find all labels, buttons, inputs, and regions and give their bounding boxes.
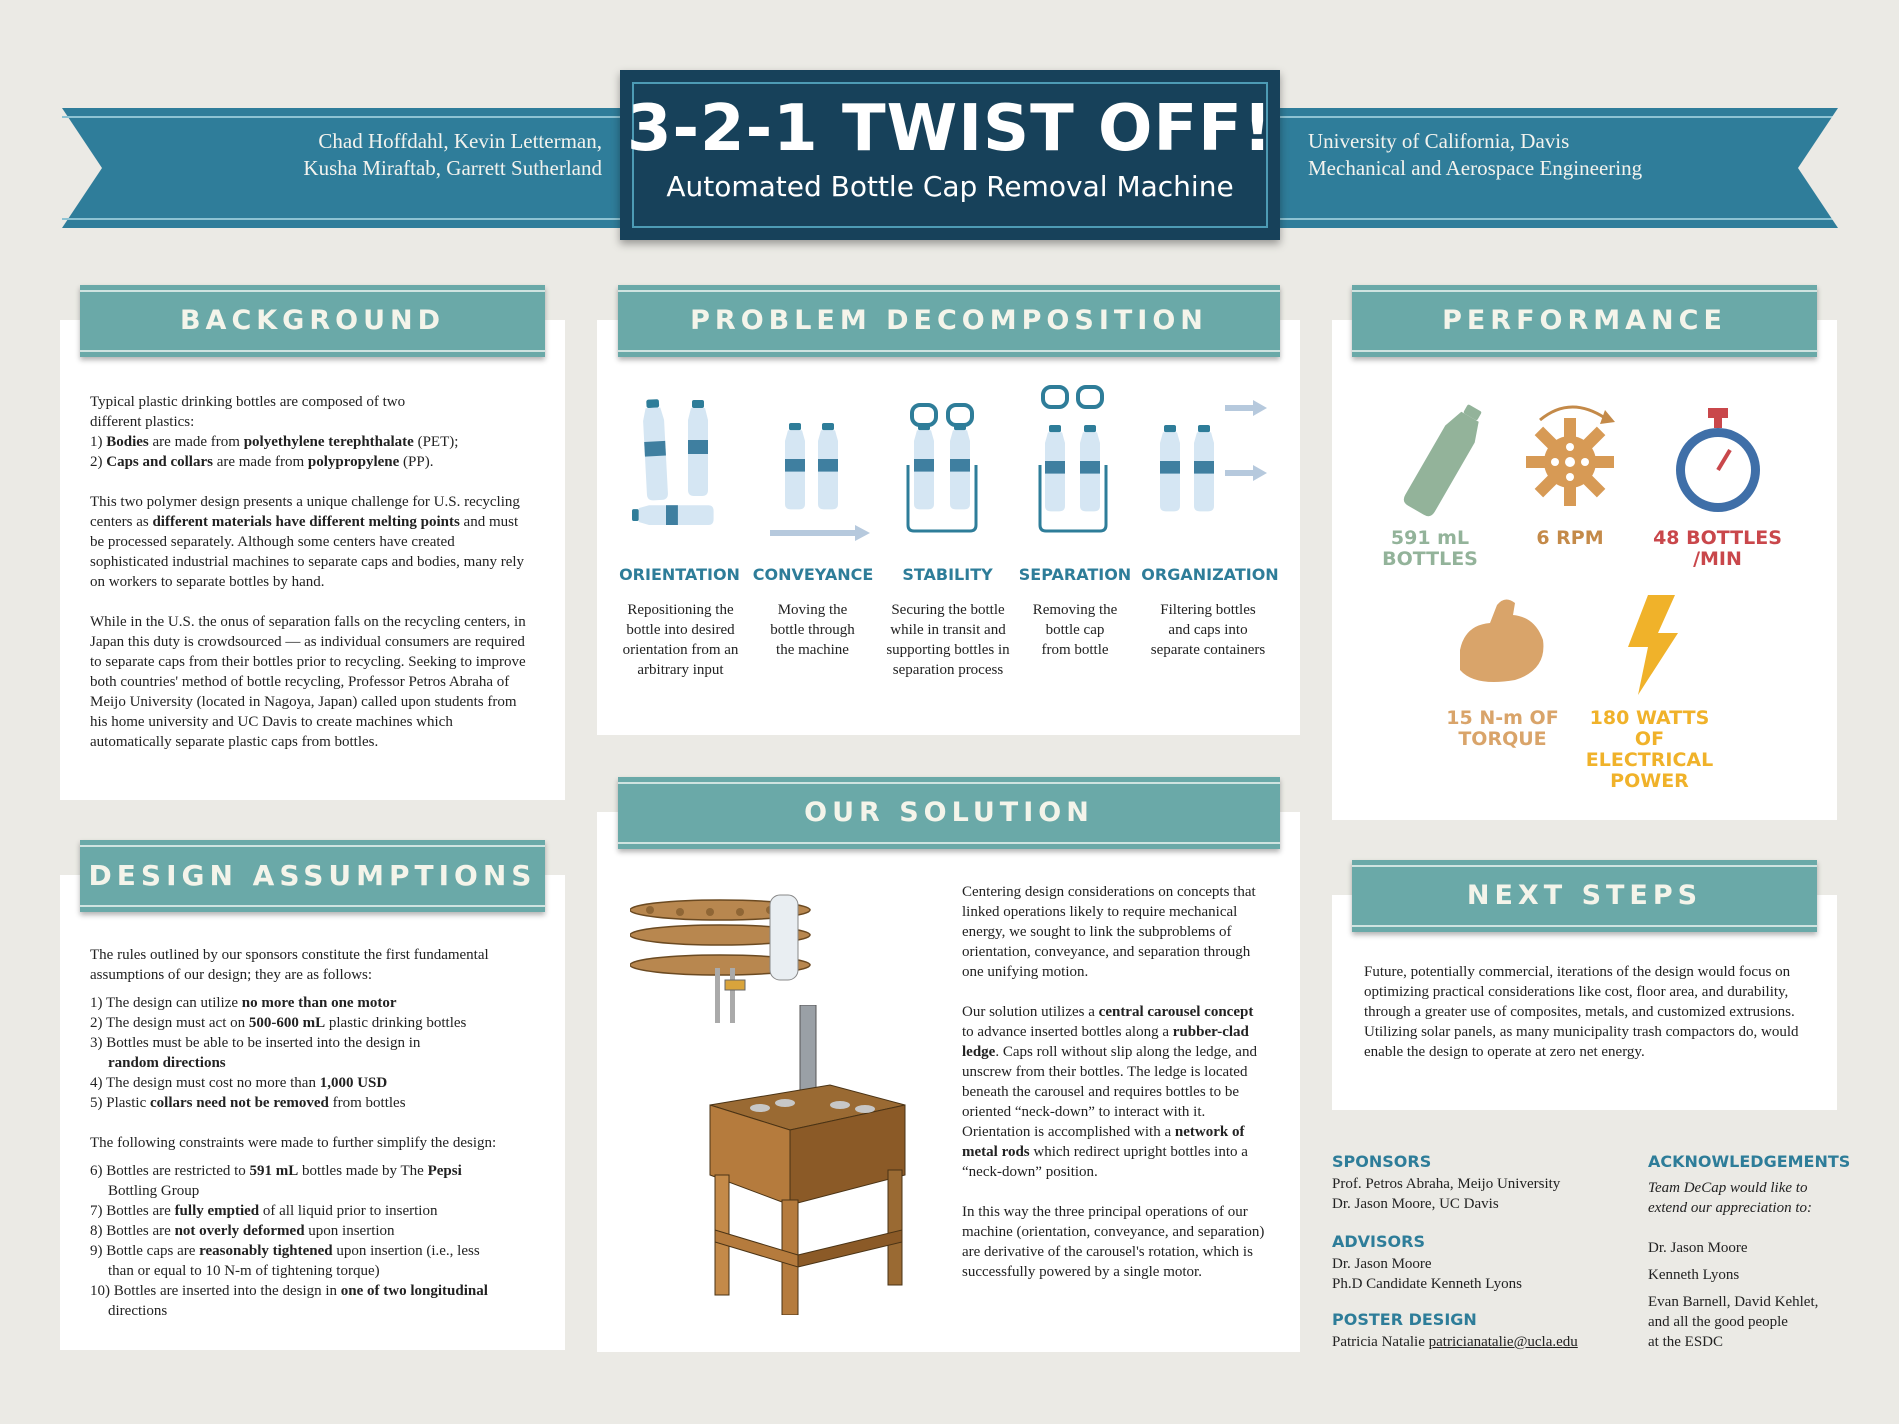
constraint-6: 6) Bottles are restricted to 591 mL bottles made by The Pepsi Bottling Group xyxy=(90,1163,462,1199)
bottle-icon xyxy=(1400,400,1490,520)
background-text: Typical plastic drinking bottles are composed of two different plastics: 1) Bodies are made from polyethylene terephthalate (PET); 2) Caps and collars are made from polypropylene (PP). This two polymer design presents a unique challenge for U.S. recycling centers as different materials have different melting points and must be processed separately. Although some centers have created sophisticated industrial machines to separate caps and bodies, many rely on workers to separate bottles by hand. While in the U.S. the onus of separation falls on the recycling centers, in Japan this duty is crowdsourced — as individual consumers are required to separate caps from their bottles prior to recycling. Seeking to improve both countries' method of bottle recycling, Professor Petros Abraha of Meijo University (located in Nagoya, Japan) called upon students from his home university and UC Davis to create machines which automatically separate plastic caps from bottles. xyxy=(90,394,526,750)
acknowledgements-heading: ACKNOWLEDGEMENTS xyxy=(1648,1152,1851,1171)
separation-icon xyxy=(1040,387,1106,531)
organization-icon xyxy=(1160,400,1267,511)
rule-3: 3) Bottles must be able to be inserted into the design in random directions xyxy=(90,1035,421,1071)
background-heading: BACKGROUND xyxy=(80,285,545,357)
university xyxy=(1308,128,1642,182)
orientation-desc: Repositioning the bottle into desired orientation from an arbitrary input xyxy=(622,602,739,678)
department-name: Mechanical and Aerospace Engineering xyxy=(1308,156,1643,180)
university-name: University of California, Davis xyxy=(1308,129,1570,153)
power-metric: 180 WATTS OF ELECTRICAL POWER xyxy=(1585,707,1714,792)
orientation-icon xyxy=(632,399,714,525)
acknowledgements-list: Dr. Jason Moore Kenneth Lyons Evan Barnell, David Kehlet, and all the good people at the ESDC xyxy=(1648,1240,1819,1350)
advisors-list: Dr. Jason Moore Ph.D Candidate Kenneth Lyons xyxy=(1332,1256,1522,1292)
gear-icon xyxy=(1520,400,1620,510)
next-steps-heading: NEXT STEPS xyxy=(1352,860,1817,932)
conveyance-icon xyxy=(770,423,870,541)
university-ribbon xyxy=(1268,108,1838,228)
rule-2: 2) The design must act on 500-600 mL plastic drinking bottles xyxy=(90,1015,467,1031)
machine-render xyxy=(700,1005,910,1315)
stopwatch-icon xyxy=(1668,408,1768,518)
torque-metric: 15 N-m OF TORQUE xyxy=(1446,707,1559,750)
authors-line-1: Chad Hoffdahl, Kevin Letterman, xyxy=(318,129,602,153)
poster-design-heading: POSTER DESIGN xyxy=(1332,1310,1477,1329)
bottle-size-metric: 591 mL BOTTLES xyxy=(1382,527,1478,570)
constraint-9: 9) Bottle caps are reasonably tightened upon insertion (i.e., less than or equal to 10 N-m of tightening torque) xyxy=(90,1243,480,1279)
next-steps-text: Future, potentially commercial, iterations of the design would focus on optimizing practical considerations like cost, floor area, and durability, through a greater use of composites, metals, and customized extrusions. Utilizing solar panels, as many municipality trash compactors do, would enable the design to operate at zero net energy. xyxy=(1364,964,1799,1060)
constraint-8: 8) Bottles are not overly deformed upon insertion xyxy=(90,1223,395,1239)
problem-heading: PROBLEM DECOMPOSITION xyxy=(618,285,1280,357)
orientation-label: ORIENTATION xyxy=(619,565,740,584)
poster-designer-email[interactable]: patricianatalie@ucla.edu xyxy=(1428,1334,1578,1350)
rpm-metric: 6 RPM xyxy=(1536,527,1604,549)
constraint-7: 7) Bottles are fully emptied of all liquid prior to insertion xyxy=(90,1203,438,1219)
authors-ribbon xyxy=(62,108,632,228)
separation-desc: Removing the bottle cap from bottle xyxy=(1032,602,1118,658)
stability-label: STABILITY xyxy=(902,565,993,584)
assumptions-heading: DESIGN ASSUMPTIONS xyxy=(80,840,545,912)
sponsors-heading: SPONSORS xyxy=(1332,1152,1432,1171)
conveyance-label: CONVEYANCE xyxy=(752,565,874,584)
solution-heading: OUR SOLUTION xyxy=(618,777,1280,849)
advisors-heading: ADVISORS xyxy=(1332,1232,1425,1251)
rule-4: 4) The design must cost no more than 1,000 USD xyxy=(90,1075,388,1091)
throughput-metric: 48 BOTTLES /MIN xyxy=(1653,527,1782,570)
rule-5: 5) Plastic collars need not be removed from bottles xyxy=(90,1095,406,1111)
organization-desc: Filtering bottles and caps into separate containers xyxy=(1150,602,1266,658)
stability-icon xyxy=(908,405,976,531)
solution-text: Centering design considerations on concepts that linked operations likely to require mechanical energy, we sought to link the subproblems of orientation, conveyance, and separation through one unifying motion. Our solution utilizes a central carousel concept to advance inserted bottles along a rubber-clad ledge. Caps roll without slip along the ledge, and unscrew from their bottles. The ledge is located beneath the carousel and requires bottles to be oriented “neck-down” to interact with it. Orientation is accomplished with a network of metal rods which redirect upright bottles into a “neck-down” position. In this way the three principal operations of our machine (orientation, conveyance, and separation) are derivative of the carousel's rotation, which is successfully powered by a single motor. xyxy=(962,884,1265,1280)
lightning-icon xyxy=(1620,595,1680,695)
stability-desc: Securing the bottle while in transit and supporting bottles in separation process xyxy=(886,602,1010,678)
poster-title: 3-2-1 TWIST OFF! xyxy=(626,92,1274,166)
performance-heading: PERFORMANCE xyxy=(1352,285,1817,357)
authors-line-2: Kusha Miraftab, Garrett Sutherland xyxy=(303,156,602,180)
poster-subtitle: Automated Bottle Cap Removal Machine xyxy=(666,170,1234,203)
authors xyxy=(303,128,602,182)
poster-design-credit: Patricia Natalie patricianatalie@ucla.edu xyxy=(1332,1334,1578,1350)
conveyance-desc: Moving the bottle through the machine xyxy=(770,602,855,658)
rule-1: 1) The design can utilize no more than one motor xyxy=(90,995,397,1011)
separation-label: SEPARATION xyxy=(1018,565,1132,584)
constraint-10: 10) Bottles are inserted into the design in one of two longitudinal directions xyxy=(90,1283,488,1319)
sponsors-list: Prof. Petros Abraha, Meijo University Dr. Jason Moore, UC Davis xyxy=(1332,1176,1561,1212)
title-box xyxy=(620,70,1280,240)
bicep-icon xyxy=(1455,595,1550,690)
problem-icons xyxy=(620,385,1280,545)
organization-label: ORGANIZATION xyxy=(1141,565,1279,584)
assumptions-text: The rules outlined by our sponsors constitute the first fundamental assumptions of our design; they are as follows: 1) The design can utilize no more than one motor 2) The design must act on 500-600 mL plastic drinking bottles 3) Bottles must be able to be inserted into the design in random directions 4) The design must cost no more than 1,000 USD 5) Plastic collars need not be removed from bottles The following constraints were made to further simplify the design: 6) Bottles are restricted to 591 mL bottles made by The Pepsi Bottling Group 7) Bottles are fully emptied of all liquid prior to insertion 8) Bottles are not overly deformed upon insertion 9) Bottle caps are reasonably tightened upon insertion (i.e., less than or equal to 10 N-m of tightening torque) 10) Bottles are inserted into the design in one of two longitudinal directions xyxy=(90,945,540,1321)
acknowledgements-intro: Team DeCap would like to extend our appreciation to: xyxy=(1648,1180,1812,1216)
